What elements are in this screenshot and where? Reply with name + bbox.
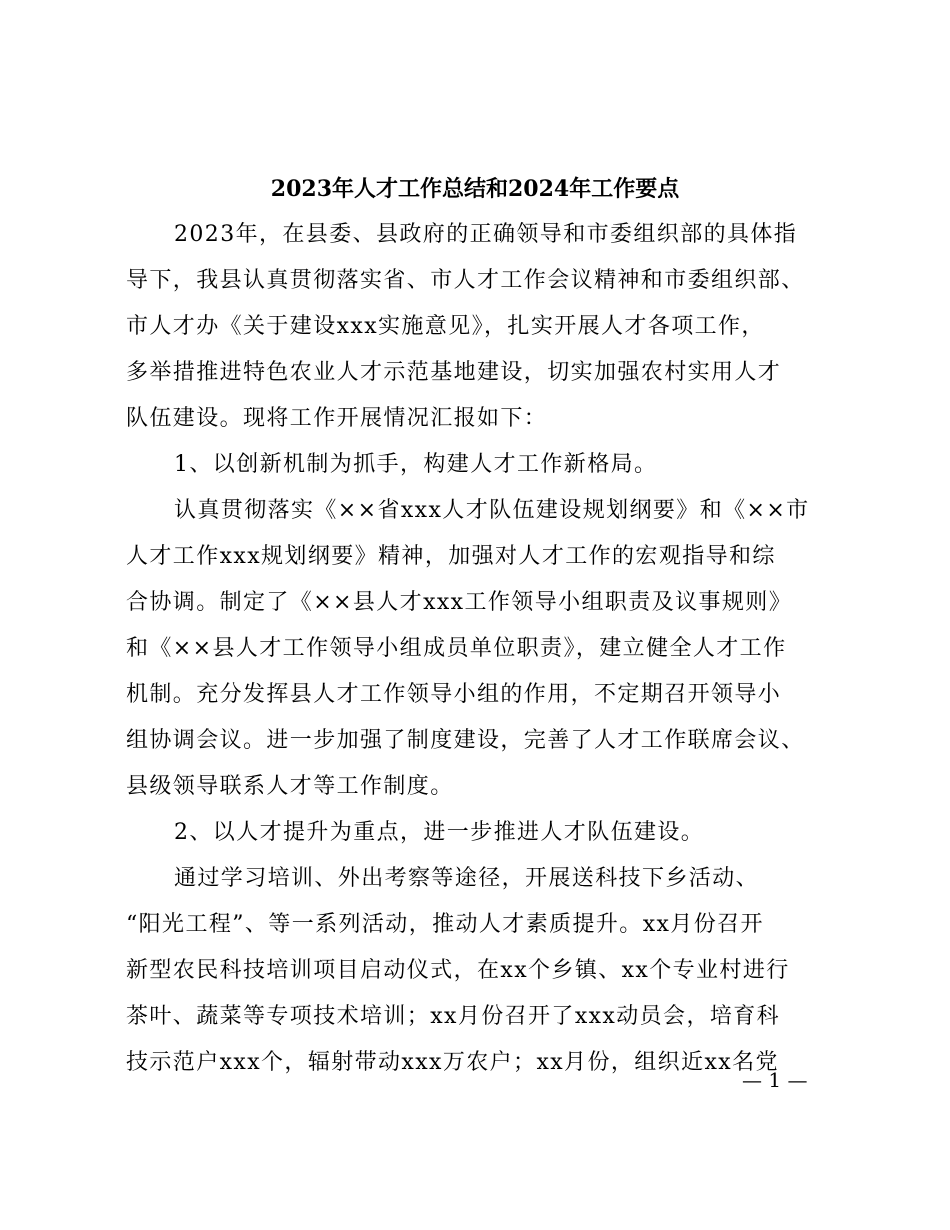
paragraph-line: 2023年，在县委、县政府的正确领导和市委组织部的具体指 <box>174 222 798 247</box>
paragraph-line: 县级领导联系人才等工作制度。 <box>126 774 454 799</box>
paragraph-line: “阳光工程”、等一系列活动，推动人才素质提升。xx月份召开 <box>126 912 764 937</box>
section-heading: 1、以创新机制为抓手，构建人才工作新格局。 <box>174 452 658 477</box>
paragraph-line: 新型农民科技培训项目启动仪式，在xx个乡镇、xx个专业村进行 <box>126 958 790 983</box>
paragraph-line: 机制。充分发挥县人才工作领导小组的作用，不定期召开领导小 <box>126 682 782 707</box>
paragraph-line: 和《××县人才工作领导小组成员单位职责》，建立健全人才工作 <box>126 636 787 661</box>
paragraph-line: 多举措推进特色农业人才示范基地建设，切实加强农村实用人才 <box>126 360 782 385</box>
paragraph-line: 合协调。制定了《××县人才xxx工作领导小组职责及议事规则》 <box>126 590 793 615</box>
paragraph-line: 认真贯彻落实《××省xxx人才队伍建设规划纲要》和《××市 <box>174 498 810 523</box>
document-title: 2023年人才工作总结和2024年工作要点 <box>270 176 680 202</box>
paragraph-line: 组协调会议。进一步加强了制度建设，完善了人才工作联席会议、 <box>126 728 805 753</box>
page-number: — 1 — <box>742 1068 808 1092</box>
paragraph-line: 队伍建设。现将工作开展情况汇报如下： <box>126 406 548 431</box>
paragraph-line: 人才工作xxx规划纲要》精神，加强对人才工作的宏观指导和综 <box>126 544 776 569</box>
section-heading: 2、以人才提升为重点，进一步推进人才队伍建设。 <box>174 820 705 845</box>
paragraph-line: 茶叶、蔬菜等专项技术培训；xx月份召开了xxx动员会，培育科 <box>126 1004 781 1029</box>
paragraph-line: 市人才办《关于建设xxx实施意见》，扎实开展人才各项工作， <box>126 314 765 339</box>
paragraph-line: 技示范户xxx个，辐射带动xxx万农户；xx月份，组织近xx名党 <box>126 1050 779 1075</box>
paragraph-line: 通过学习培训、外出考察等途径，开展送科技下乡活动、 <box>174 866 760 891</box>
paragraph-line: 导下，我县认真贯彻落实省、市人才工作会议精神和市委组织部、 <box>126 268 805 293</box>
